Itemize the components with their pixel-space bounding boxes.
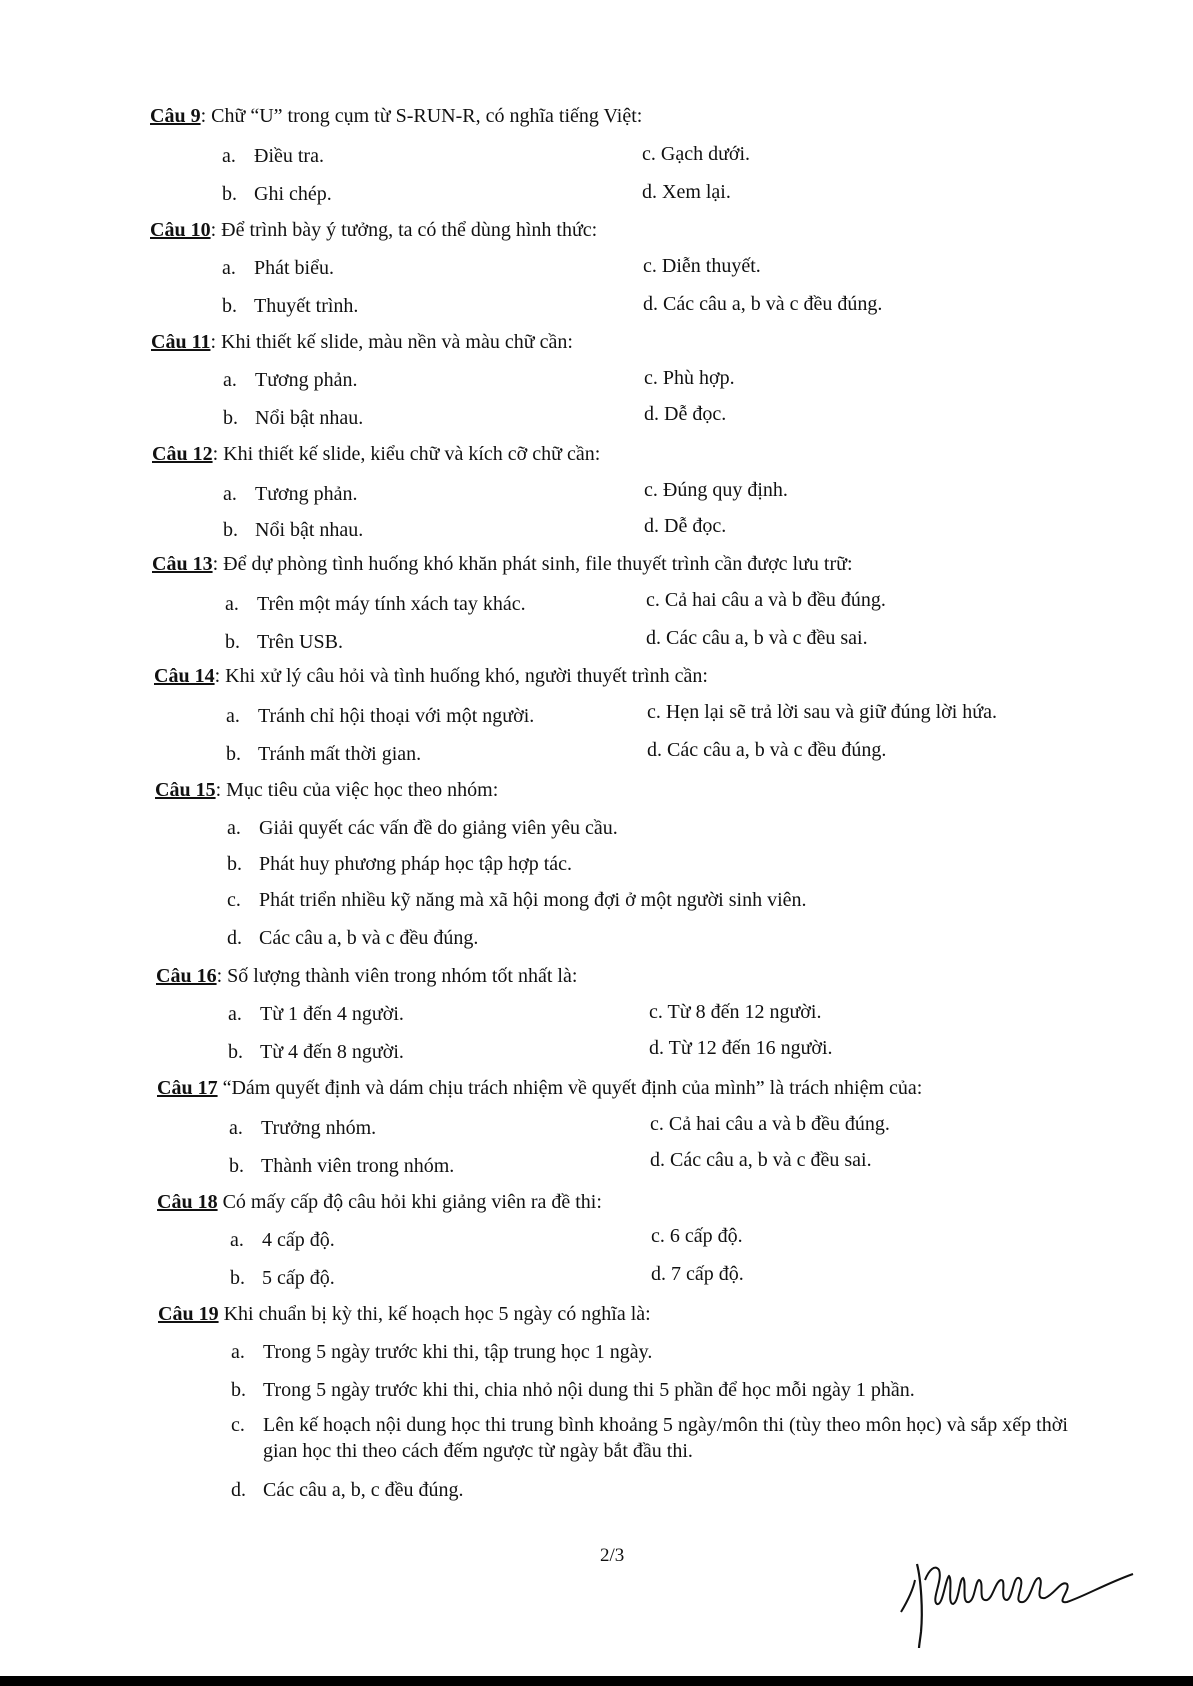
option-d: d. Xem lại. [642,181,731,203]
question-text: Số lượng thành viên trong nhóm tốt nhất là: [222,965,578,987]
option-c: c. Đúng quy định. [644,479,788,501]
option-c: c. Phát triển nhiều kỹ năng mà xã hội mong đợi ở một người sinh viên. [227,889,807,911]
question-label: Câu 17 [157,1077,218,1099]
option-b: b. Từ 4 đến 8 người. [228,1041,404,1063]
option-a: a. Tương phản. [223,483,358,505]
question-12: Câu 12: Khi thiết kế slide, kiểu chữ và kích cỡ chữ cần: [152,443,601,465]
option-a: a. Trưởng nhóm. [229,1117,377,1139]
option-c: c. Lên kế hoạch nội dung học thi trung bình khoảng 5 ngày/môn thi (tùy theo môn học) và sắp xếp thời gian học thi theo cách đếm ngược từ ngày bắt đầu thi. [231,1414,1068,1462]
question-text: Chữ “U” trong cụm từ S-RUN-R, có nghĩa tiếng Việt: [206,105,643,127]
option-b: b. Trên USB. [225,631,343,653]
option-c: c. Gạch dưới. [642,143,751,165]
option-d: d. Các câu a, b và c đều đúng. [227,927,479,949]
question-18 [157,1190,602,1214]
option-b: b. 5 cấp độ. [230,1267,335,1289]
question-10: Câu 10: Để trình bày ý tưởng, ta có thể dùng hình thức: [150,219,598,241]
question-text: Mục tiêu của việc học theo nhóm: [221,779,499,801]
option-c: c. Cả hai câu a và b đều đúng. [646,589,886,611]
signature-icon [895,1520,1135,1650]
option-d: d. Các câu a, b và c đều sai. [646,627,868,649]
question-17 [157,1076,922,1100]
question-text: Khi thiết kế slide, kiểu chữ và kích cỡ chữ cần: [218,443,601,465]
option-c: c. Diễn thuyết. [643,255,761,277]
question-14: Câu 14: Khi xử lý câu hỏi và tình huống khó, người thuyết trình cần: [154,665,708,687]
question-15: Câu 15: Mục tiêu của việc học theo nhóm: [155,779,499,801]
page-number: 2/3 [600,1545,625,1566]
question-label: Câu 14 [154,665,215,687]
question-text: Có mấy cấp độ câu hỏi khi giảng viên ra đề thi: [217,1191,602,1213]
question-label: Câu 15 [155,779,216,801]
option-c: c. Từ 8 đến 12 người. [649,1001,822,1023]
option-d: d. Dễ đọc. [644,403,727,425]
question-label: Câu 12 [152,443,213,465]
option-a: a. Phát biểu. [222,257,334,279]
option-b: b. Phát huy phương pháp học tập hợp tác. [227,853,573,875]
question-16: Câu 16: Số lượng thành viên trong nhóm tốt nhất là: [156,965,578,987]
question-13: Câu 13: Để dự phòng tình huống khó khăn phát sinh, file thuyết trình cần được lưu trữ: [152,553,853,575]
option-c: c. Hẹn lại sẽ trả lời sau và giữ đúng lời hứa. [647,701,997,723]
option-a: a. Tránh chỉ hội thoại với một người. [226,705,535,727]
question-label: Câu 18 [157,1191,218,1213]
question-text: Khi xử lý câu hỏi và tình huống khó, người thuyết trình cần: [220,665,708,687]
option-a: a. 4 cấp độ. [230,1229,335,1251]
option-d: d. Các câu a, b và c đều đúng. [643,293,883,315]
option-d: d. Các câu a, b, c đều đúng. [231,1479,464,1501]
question-label: Câu 10 [150,219,211,241]
question-19 [158,1302,651,1326]
question-9: Câu 9: Chữ “U” trong cụm từ S-RUN-R, có nghĩa tiếng Việt: [150,105,643,127]
question-text: Để trình bày ý tưởng, ta có thể dùng hình thức: [216,219,598,241]
question-label: Câu 11 [151,331,211,353]
question-label: Câu 9 [150,105,201,127]
option-d: d. Từ 12 đến 16 người. [649,1037,833,1059]
question-label: Câu 19 [158,1303,219,1325]
option-a: a. Tương phản. [223,369,358,391]
scan-border [0,1676,1193,1686]
question-label: Câu 13 [152,553,213,575]
question-text: “Dám quyết định và dám chịu trách nhiệm về quyết định của mình” là trách nhiệm của: [217,1077,923,1099]
option-a: a. Trên một máy tính xách tay khác. [225,593,526,615]
option-c: c. Cả hai câu a và b đều đúng. [650,1113,890,1135]
question-11: Câu 11: Khi thiết kế slide, màu nền và màu chữ cần: [151,331,573,353]
option-b: b. Tránh mất thời gian. [226,743,422,765]
question-label: Câu 16 [156,965,217,987]
option-d: d. Các câu a, b và c đều đúng. [647,739,887,761]
question-text: Khi thiết kế slide, màu nền và màu chữ cần: [216,331,573,353]
option-b: b. Nổi bật nhau. [223,519,364,541]
option-c: c. 6 cấp độ. [651,1225,743,1247]
option-d: d. Dễ đọc. [644,515,727,537]
option-a: a. Từ 1 đến 4 người. [228,1003,404,1025]
question-text: Khi chuẩn bị kỳ thi, kế hoạch học 5 ngày có nghĩa là: [218,1303,651,1325]
option-a: a. Điều tra. [222,145,324,167]
option-c: c. Phù hợp. [644,367,735,389]
option-d: d. 7 cấp độ. [651,1263,744,1285]
option-a: a. Giải quyết các vấn đề do giảng viên yêu cầu. [227,817,618,839]
option-d: d. Các câu a, b và c đều sai. [650,1149,872,1171]
question-text: Để dự phòng tình huống khó khăn phát sinh, file thuyết trình cần được lưu trữ: [218,553,853,575]
option-b: b. Ghi chép. [222,183,332,205]
option-b: b. Nổi bật nhau. [223,407,364,429]
option-a: a. Trong 5 ngày trước khi thi, tập trung học 1 ngày. [231,1341,653,1363]
option-b: b. Trong 5 ngày trước khi thi, chia nhỏ nội dung thi 5 phần để học mỗi ngày 1 phần. [231,1379,915,1401]
option-b: b. Thuyết trình. [222,295,359,317]
option-b: b. Thành viên trong nhóm. [229,1155,455,1177]
